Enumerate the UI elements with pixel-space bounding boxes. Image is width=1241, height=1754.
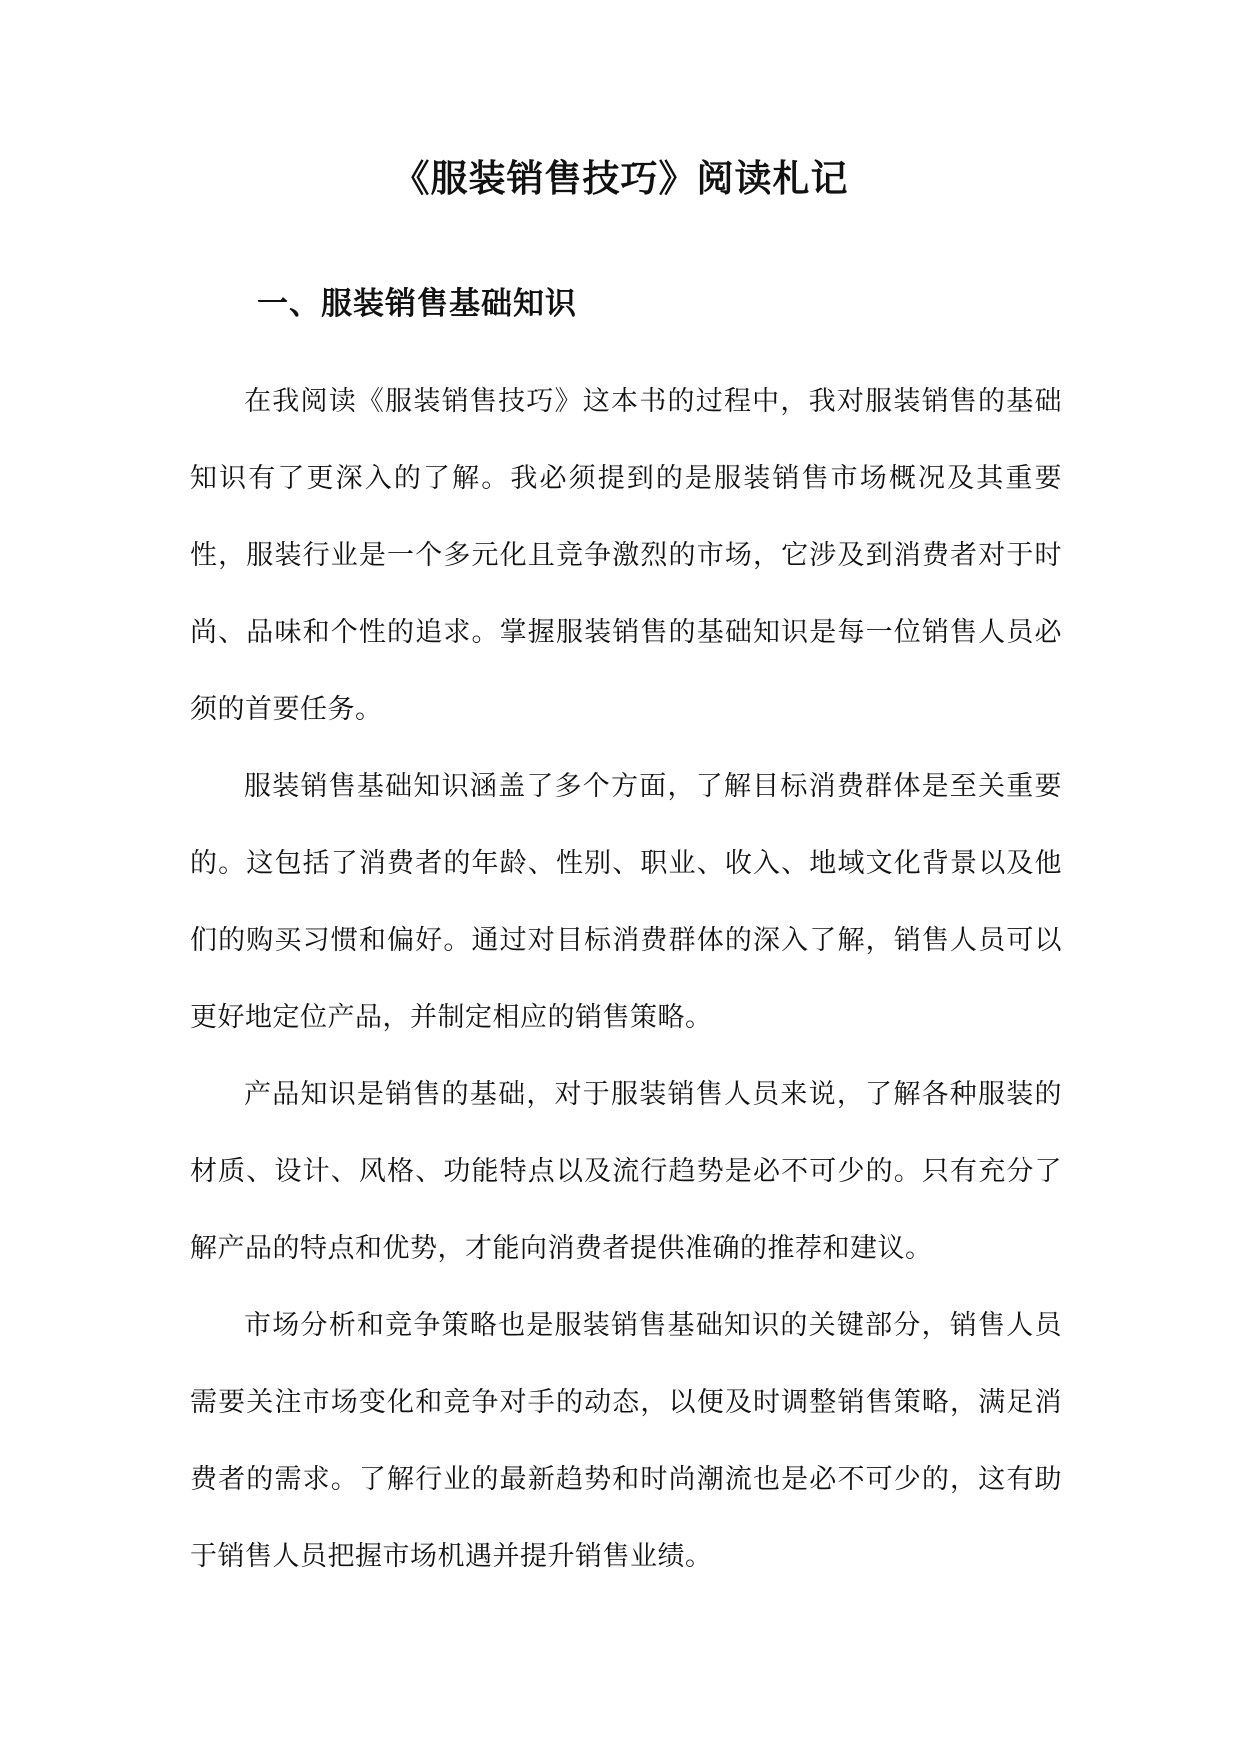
section-body: [190, 363, 1062, 1595]
paragraph-4: 市场分析和竞争策略也是服装销售基础知识的关键部分，销售人员需要关注市场变化和竞争对手的动态，以便及时调整销售策略，满足消费者的需求。了解行业的最新趋势和时尚潮流也是必不可少的，这有助于销售人员把握市场机遇并提升销售业绩。: [190, 1310, 1062, 1572]
paragraph-1: 在我阅读《服装销售技巧》这本书的过程中，我对服装销售的基础知识有了更深入的了解。我必须提到的是服装销售市场概况及其重要性，服装行业是一个多元化且竞争激烈的市场，它涉及到消费者对于时尚、品味和个性的追求。掌握服装销售的基础知识是每一位销售人员必须的首要任务。: [190, 386, 1062, 725]
page-title: 《服装销售技巧》阅读札记: [392, 156, 849, 200]
paragraph-2: 服装销售基础知识涵盖了多个方面，了解目标消费群体是至关重要的。这包括了消费者的年龄、性别、职业、收入、地域文化背景以及他们的购买习惯和偏好。通过对目标消费群体的深入了解，销售人员可以更好地定位产品，并制定相应的销售策略。: [190, 771, 1062, 1033]
section-heading: 一、服装销售基础知识: [257, 286, 577, 322]
paragraph-3: 产品知识是销售的基础，对于服装销售人员来说，了解各种服装的材质、设计、风格、功能特点以及流行趋势是必不可少的。只有充分了解产品的特点和优势，才能向消费者提供准确的推荐和建议。: [190, 1079, 1062, 1264]
